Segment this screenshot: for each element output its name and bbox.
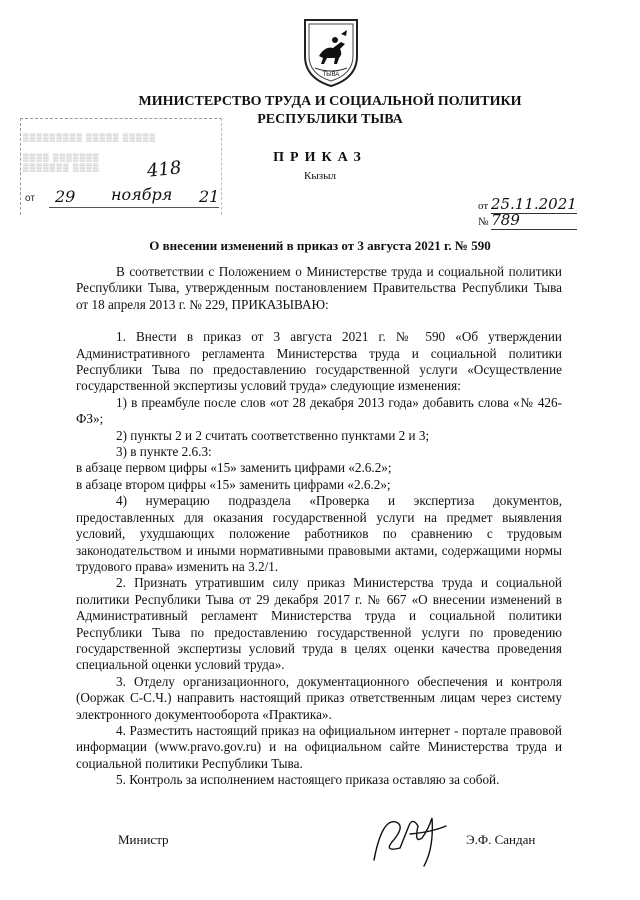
item-4: 4. Разместить настоящий приказ на официальном интернет - портале правовой информации (www.pravo.gov.ru) и на официальном сайте Министерства труда и социальной политики Республики Тыва. (76, 722, 562, 771)
item-2: 2. Признать утратившим силу приказ Министерства труда и социальной политики Республики Тыва от 29 декабря 2017 г. № 667 «О внесении изменений в Административный регламент Министерства труда и социальной политики Республики Тыва по предоставлению государственной услуги по проведению государственной экспертизы условий труда в целях оценки качества проведения специальной оценки условий труда». (76, 575, 562, 673)
order-date-value: 25.11.2021 (490, 195, 577, 213)
item-1: 1. Внести в приказ от 3 августа 2021 г. № 590 «Об утверждении Административного регламента Министерства труда и социальной политики Республики Тыва по предоставлению государственной услуги «Осуществление государственной экспертизы условий труда» следующие изменения: (76, 329, 562, 394)
item-1-subitem-2: 2) пункты 2 и 2 считать соответственно пунктами 2 и 3; (116, 427, 430, 443)
item-1-subitem-4: 4) нумерацию подраздела «Проверка и экспертиза документов, предоставленных для оказания государственной услуги на предмет выявления условий, ухудшающих положение работников по сравнению с трудовым законодательством и иными нормативными правовыми актами, содержащими нормы трудового права» изменить на 3.2/1. (76, 493, 562, 574)
order-number-label: № (478, 216, 489, 228)
tuva-emblem-icon (297, 16, 365, 88)
stamp-faded-text: ▒▒▒▒ ▒▒▒▒▒▒▒ (23, 153, 100, 162)
stamp-underline (49, 207, 219, 208)
incoming-date-label: от (25, 193, 35, 204)
emblem-caption: ТЫВА (322, 72, 340, 78)
ministry-line-2: РЕСПУБЛИКИ ТЫВА (257, 112, 403, 127)
incoming-number: 418 (145, 157, 183, 182)
incoming-date-day: 29 (55, 187, 76, 206)
incoming-stamp (20, 118, 222, 215)
item-1-subitem-3: 3) в пункте 2.6.3: (116, 444, 212, 460)
incoming-date-month: ноября (111, 185, 173, 204)
signatory-position: Министр (118, 832, 169, 847)
order-date-label: от (478, 200, 489, 212)
order-city: Кызыл (304, 170, 336, 182)
item-5: 5. Контроль за исполнением настоящего приказа оставляю за собой. (116, 772, 500, 788)
order-number (478, 211, 577, 230)
item-3: 3. Отделу организационного, документационного обеспечения и контроля (Ооржак С-С.Ч.) направить настоящий приказ ответственным лицам через систему электронного документооборота «Практика». (76, 673, 562, 722)
stamp-faded-text: ▒▒▒▒▒▒▒▒▒ ▒▒▒▒▒ ▒▒▒▒▒ (23, 133, 157, 142)
ministry-line-1: МИНИСТЕРСТВО ТРУДА И СОЦИАЛЬНОЙ ПОЛИТИКИ (138, 94, 522, 109)
handwritten-signature-icon (362, 808, 452, 872)
item-1-subitem-1: 1) в преамбуле после слов «от 28 декабря 2013 года» добавить слова «№ 426-ФЗ»; (76, 394, 562, 427)
order-subject: О внесении изменений в приказ от 3 августа 2021 г. № 590 (149, 238, 491, 253)
item-1-subitem-3a: в абзаце первом цифры «15» заменить цифрами «2.6.2»; (76, 460, 392, 476)
order-number-value: 789 (491, 211, 577, 230)
preamble-paragraph: В соответствии с Положением о Министерстве труда и социальной политики Республики Тыва, утвержденным постановлением Правительства Республики Тыва от 18 апреля 2013 г. № 229, ПРИКАЗЫВАЮ: (76, 264, 562, 312)
item-1-subitem-3b: в абзаце втором цифры «15» заменить цифрами «2.6.2»; (76, 476, 391, 492)
order-body (76, 264, 562, 789)
stamp-faded-text: ▒▒▒▒▒▒▒ ▒▒▒▒ (23, 163, 100, 172)
incoming-date-year: 21 (199, 187, 220, 206)
order-title: ПРИКАЗ (273, 150, 367, 165)
signatory-name: Э.Ф. Сандан (466, 832, 536, 847)
